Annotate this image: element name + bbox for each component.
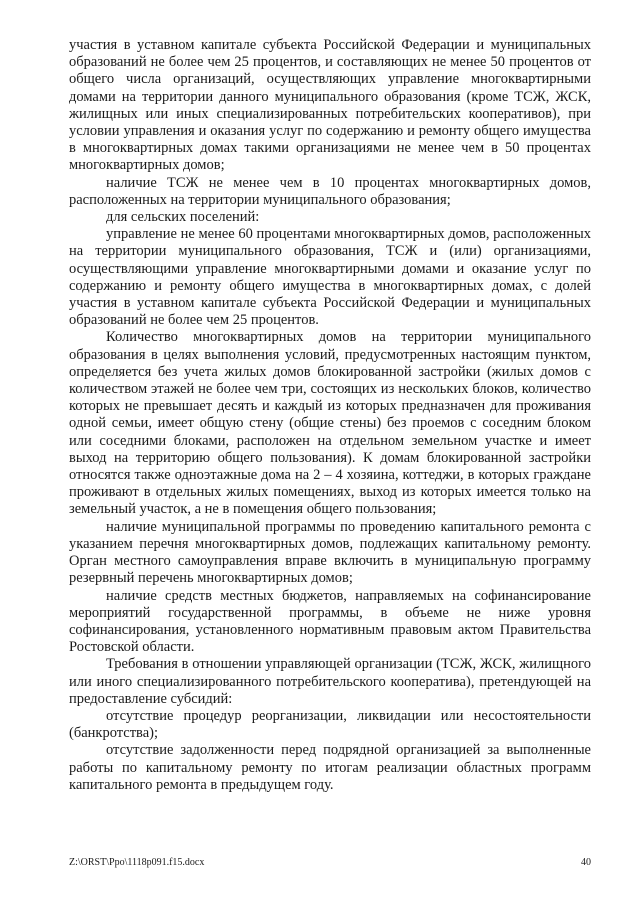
paragraph-rural-management: управление не менее 60 процентами многоквартирных домов, расположенных на территории муниципального образования, ТСЖ и (или) организациями, осуществляющими управление многоквартирными домами и оказание услуг по содержанию и ремонту общего имущества в многоквартирных домах, с долей участия в уставном капитале субъекта Российской Федерации и муниципальных образований не более чем 25 процентов. xyxy=(69,226,591,329)
document-body xyxy=(69,37,591,794)
paragraph-no-debt: отсутствие задолженности перед подрядной организацией за выполненные работы по капитальному ремонту по итогам реализации областных программ капитального ремонта в предыдущем году. xyxy=(69,742,591,793)
paragraph-rural-heading: для сельских поселений: xyxy=(106,209,260,226)
paragraph-continuation: участия в уставном капитале субъекта Российской Федерации и муниципальных образований не более чем 25 процентов, и составляющих не менее 50 процентов от общего числа организаций, осуществляющих управление многоквартирными домами на территории данного муниципального образования (кроме ТСЖ, ЖСК, жилищных или иных специализированных потребительских кооперативов), при условии управления и оказания услуг по содержанию и ремонту общего имущества в многоквартирных домах такими организациями не менее чем в 50 процентах многоквартирных домов; xyxy=(69,37,591,174)
footer-file-path: Z:\ORST\Ppo\1118p091.f15.docx xyxy=(69,857,205,868)
paragraph-org-requirements: Требования в отношении управляющей организации (ТСЖ, ЖСК, жилищного или иного специализированного потребительского кооператива), претендующей на предоставление субсидий: xyxy=(69,656,591,707)
paragraph-municipal-program: наличие муниципальной программы по проведению капитального ремонта с указанием перечня многоквартирных домов, подлежащих капитальному ремонту. Орган местного самоуправления вправе включить в муниципальную программу резервный перечень многоквартирных домов; xyxy=(69,518,591,587)
page-number: 40 xyxy=(581,857,591,868)
paragraph-local-budget: наличие средств местных бюджетов, направляемых на софинансирование мероприятий государственной программы, в объеме не ниже уровня софинансирования, установленного нормативным правовым актом Правительства Ростовской области. xyxy=(69,587,591,656)
paragraph-tsj-share: наличие ТСЖ не менее чем в 10 процентах многоквартирных домов, расположенных на территории муниципального образования; xyxy=(69,174,591,208)
paragraph-house-count: Количество многоквартирных домов на территории муниципального образования в целях выполнения условий, предусмотренных настоящим пунктом, определяется без учета жилых домов блокированной застройки (жилых домов с количеством этажей не более чем три, состоящих из нескольких блоков, количество которых не превышает десять и каждый из которых предназначен для проживания одной семьи, имеет общую стену (общие стены) без проемов с соседним блоком или соседними блоками, расположен на отдельном земельном участке и имеет выход на территорию общего пользования). К домам блокированной застройки относятся также одноэтажные дома на 2 – 4 хозяина, коттеджи, в которых граждане проживают в отдельных жилых помещениях, выход из которых имеется только на земельный участок, а не в помещения общего пользования; xyxy=(69,329,591,518)
paragraph-no-reorganization: отсутствие процедур реорганизации, ликвидации или несостоятельности (банкротства); xyxy=(69,707,591,742)
page-footer xyxy=(69,856,591,870)
